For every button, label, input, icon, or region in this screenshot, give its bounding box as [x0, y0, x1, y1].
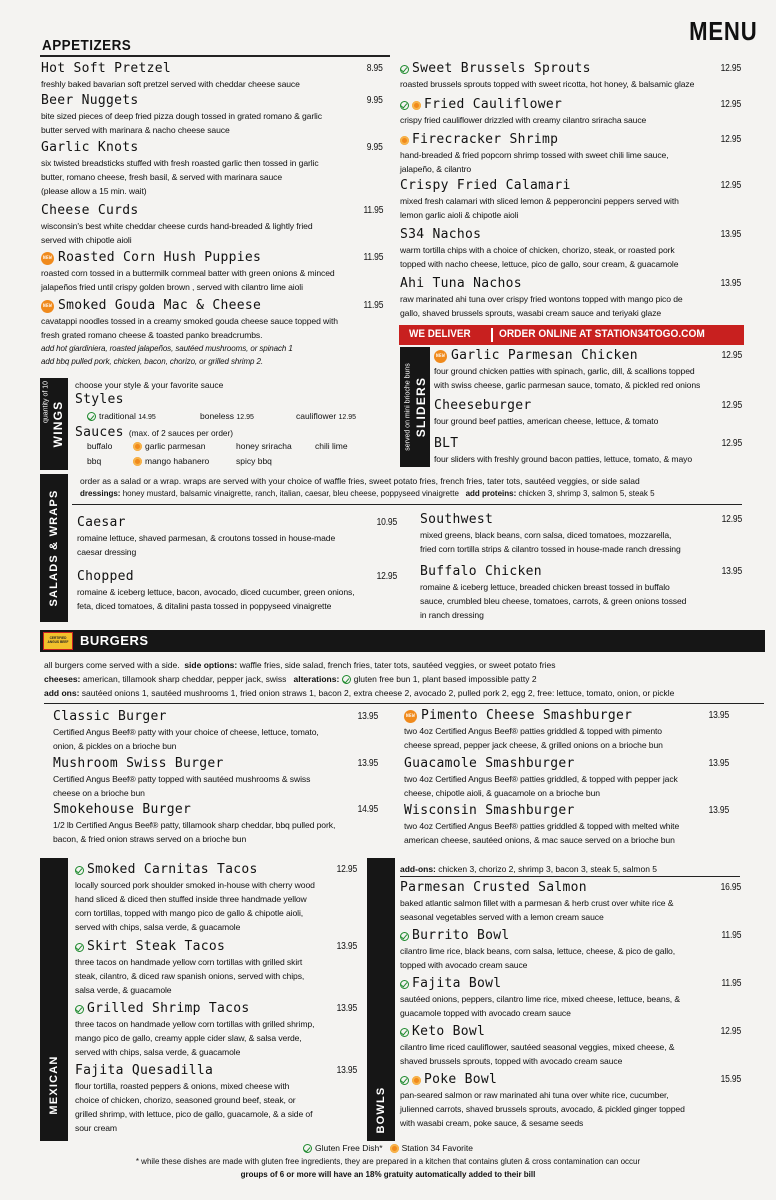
item-price: 13.95 [720, 229, 741, 240]
item-desc: wisconsin's best white cheddar cheese curds hand-breaded & lightly fried [41, 221, 313, 231]
item-name: BLT [434, 436, 459, 451]
item-price: 16.95 [720, 882, 741, 893]
burgers-rule [44, 703, 764, 704]
item-name: Crispy Fried Calamari [400, 178, 571, 193]
style-name: traditional [99, 411, 136, 421]
item-name: Burrito Bowl [412, 928, 510, 943]
item-name: Fried Cauliflower [424, 97, 563, 112]
item-desc: roasted corn tossed in a buttermilk cornmeal batter with green onions & minced [41, 268, 335, 278]
mexican-item [75, 1001, 357, 1059]
item-desc: four ground chicken patties with spinach, garlic, dill, & scallions topped [434, 366, 695, 376]
item-desc: cavatappi noodles tossed in a creamy smoked gouda cheese sauce topped with [41, 316, 338, 326]
item-desc: sautéed onions, peppers, cilantro lime rice, mixed cheese, lettuce, beans, & [400, 994, 680, 1004]
legend-fav: Station 34 Favorite [401, 1143, 473, 1153]
item-name: Garlic Parmesan Chicken [451, 348, 638, 363]
item-desc: 1/2 lb Certified Angus Beef® patty, tillamook sharp cheddar, bbq pulled pork, [53, 820, 336, 830]
burger-item [53, 709, 378, 753]
item-desc: sauce, crumbled bleu cheese, tomatoes, carrots, & green onions tossed [420, 596, 687, 606]
item-price: 13.95 [357, 758, 378, 769]
bowls-bar [367, 858, 395, 1141]
item-price: 12.95 [720, 180, 741, 191]
item-desc: roasted brussels sprouts topped with sweet ricotta, hot honey, & balsamic glaze [400, 79, 695, 89]
sauce-name: mango habanero [145, 456, 210, 466]
salad-item [420, 512, 742, 556]
burger-item [53, 802, 378, 846]
favorite-icon [390, 1144, 399, 1153]
wings-label: WINGS [51, 400, 65, 448]
mexican-item [75, 862, 357, 934]
item-desc: hand sliced & diced then stuffed inside three handmade yellow [75, 894, 307, 904]
item-name: Pimento Cheese Smashburger [421, 708, 633, 723]
wings-bar [40, 378, 68, 470]
item-price: 13.95 [720, 278, 741, 289]
new-badge-icon: NEW [404, 710, 417, 723]
item-desc: Certified Angus Beef® patty with your choice of cheese, lettuce, tomato, [53, 727, 319, 737]
item-name: Skirt Steak Tacos [87, 939, 226, 954]
item-price: 12.95 [721, 514, 742, 525]
legend-gf: Gluten Free Dish* [314, 1143, 383, 1153]
item-desc: two 4oz Certified Angus Beef® patties griddled & topped with pimento [404, 726, 662, 736]
salads-dressings [80, 489, 655, 498]
app-item [41, 298, 383, 368]
item-desc: cheese, chipotle aioli, & guacamole on a brioche bun [404, 788, 600, 798]
item-desc: butter served with marinara & nacho cheese sauce [41, 125, 230, 135]
burgers-title: BURGERS [80, 633, 149, 648]
gluten-free-icon [400, 101, 409, 110]
item-desc: onion, & pickles on a brioche bun [53, 741, 177, 751]
bowls-label: BOWLS [375, 1086, 387, 1133]
item-price: 12.95 [721, 400, 742, 411]
gluten-free-icon [400, 980, 409, 989]
gluten-free-icon [303, 1144, 312, 1153]
app-item [400, 178, 741, 222]
burger-item [404, 803, 729, 847]
bowls-rule [400, 876, 740, 877]
sauce: honey sriracha [236, 441, 292, 451]
gluten-free-icon [400, 1028, 409, 1037]
item-name: Poke Bowl [424, 1072, 498, 1087]
sauce: chili lime [315, 441, 348, 451]
item-name: Fajita Quesadilla [75, 1063, 214, 1078]
wings-intro: choose your style & your favorite sauce [75, 380, 224, 390]
gluten-free-icon [342, 675, 351, 684]
item-price: 12.95 [721, 350, 742, 361]
app-item [41, 203, 383, 247]
item-desc: caesar dressing [77, 547, 137, 557]
item-name: Caesar [77, 515, 126, 530]
item-desc: cheese on a brioche bun [53, 788, 145, 798]
angus-logo [43, 632, 73, 650]
item-desc: cilantro lime rice, black beans, corn salsa, lettuce, cheese, & pico de gallo, [400, 946, 675, 956]
item-desc: romaine & iceberg lettuce, breaded chicken breast tossed in buffalo [420, 582, 670, 592]
appetizers-rule [40, 55, 390, 57]
slider-item [434, 348, 742, 392]
item-name: Wisconsin Smashburger [404, 803, 575, 818]
item-price: 12.95 [720, 99, 741, 110]
item-desc: corn tortillas, topped with mango pico de gallo & chipotle aioli, [75, 908, 304, 918]
style-price: 12.95 [236, 414, 254, 421]
item-desc: Certified Angus Beef® patty topped with sautéed mushrooms & swiss [53, 774, 311, 784]
favorite-icon [400, 136, 409, 145]
item-price: 12.95 [376, 571, 397, 582]
item-price: 13.95 [708, 710, 729, 721]
sauce: bbq [87, 456, 102, 466]
item-name: Classic Burger [53, 709, 167, 724]
item-desc: served with chips, salsa verde, & guacamole [75, 1047, 241, 1057]
item-name: Mushroom Swiss Burger [53, 756, 224, 771]
item-price: 11.95 [363, 252, 383, 263]
item-desc: four ground beef patties, american cheese, lettuce, & tomato [434, 416, 659, 426]
item-desc: with wasabi cream, poke sauce, & sesame seeds [400, 1118, 584, 1128]
item-price: 12.95 [720, 1026, 741, 1037]
new-badge-icon: NEW [41, 252, 54, 265]
mac-addon: add hot giardiniera, roasted jalapeños, sautéed mushrooms, or spinach 1 [41, 344, 293, 353]
item-name: Smoked Gouda Mac & Cheese [58, 298, 262, 313]
item-price: 9.95 [367, 95, 383, 106]
sauce: spicy bbq [236, 456, 272, 466]
item-desc: served with chipotle aioli [41, 235, 132, 245]
item-desc: fresh grated romano cheese & toasted panko breadcrumbs. [41, 330, 263, 340]
salads-rule [72, 504, 742, 505]
item-name: Cheeseburger [434, 398, 532, 413]
item-price: 11.95 [363, 205, 383, 216]
app-item [41, 93, 383, 137]
bowl-item [400, 976, 741, 1020]
bowls-addons-text: chicken 3, chorizo 2, shrimp 3, bacon 3, steak 5, salmon 5 [438, 864, 658, 874]
order-online-link[interactable]: ORDER ONLINE AT STATION34TOGO.COM [499, 328, 705, 340]
styles-title: Styles [75, 392, 124, 407]
burgers-intro [44, 660, 556, 670]
sauce [133, 441, 205, 451]
item-name: Garlic Knots [41, 140, 139, 155]
item-price: 12.95 [336, 864, 357, 875]
item-desc: served with chips, salsa verde, & guacamole [75, 922, 241, 932]
item-name: Chopped [77, 569, 134, 584]
sauces-note: (max. of 2 sauces per order) [128, 428, 234, 438]
item-desc: flour tortilla, roasted peppers & onions, mixed cheese with [75, 1081, 290, 1091]
item-desc: romaine & iceberg lettuce, bacon, avocado, diced cucumber, green onions, [77, 587, 355, 597]
style-price: 14.95 [138, 414, 156, 421]
salad-item [420, 564, 742, 622]
item-price: 13.95 [708, 805, 729, 816]
favorite-icon [133, 442, 142, 451]
favorite-icon [133, 457, 142, 466]
app-item [400, 97, 741, 127]
app-item [41, 250, 383, 294]
sauce: buffalo [87, 441, 113, 451]
salads-intro: order as a salad or a wrap. wraps are served with your choice of waffle fries, sweet potato fries, french fries, tater tots, sautéed veggies, or side salad [80, 476, 640, 486]
bowls-addons [400, 864, 657, 874]
style-price: 12.95 [338, 414, 357, 421]
item-desc: (please allow a 15 min. wait) [41, 186, 147, 196]
favorite-icon [412, 101, 421, 110]
item-desc: topped with avocado cream sauce [400, 960, 528, 970]
banner-divider [491, 328, 493, 342]
item-desc: bite sized pieces of deep fried pizza dough tossed in grated romano & garlic [41, 111, 322, 121]
new-badge-icon: NEW [434, 350, 447, 363]
item-desc: mango pico de gallo, creamy apple cider slaw, & salsa verde, [75, 1033, 302, 1043]
item-desc: jalapeños fried until crispy golden brown , served with cilantro lime aioli [41, 282, 303, 292]
item-desc: warm tortilla chips with a choice of chicken, chorizo, steak, or roasted pork [400, 245, 675, 255]
gluten-free-icon [75, 943, 84, 952]
item-desc: jalapeño, & cilantro [400, 164, 472, 174]
item-desc: four sliders with freshly ground bacon patties, lettuce, tomato, & mayo [434, 454, 693, 464]
dressings-label: dressings: [80, 489, 121, 498]
style-name: cauliflower [296, 411, 337, 421]
item-desc: shaved brussels sprouts, topped with avocado cream sauce [400, 1056, 623, 1066]
item-desc: three tacos on handmade yellow corn tortillas with grilled skirt [75, 957, 303, 967]
item-desc: sour cream [75, 1123, 117, 1133]
proteins-label: add proteins: [465, 489, 517, 498]
favorite-icon [412, 1076, 421, 1085]
proteins-text: chicken 3, shrimp 3, salmon 5, steak 5 [518, 489, 655, 498]
item-name: Roasted Corn Hush Puppies [58, 250, 262, 265]
we-deliver-label: WE DELIVER [409, 328, 471, 340]
burgers-intro-text: all burgers come served with a side. [44, 660, 180, 670]
item-desc: raw marinated ahi tuna over crispy fried wontons topped with mango pico de [400, 294, 683, 304]
item-name: Ahi Tuna Nachos [400, 276, 522, 291]
app-item [41, 61, 383, 91]
item-desc: julienned carrots, shaved brussels sprouts, avocado, & pickled ginger topped [400, 1104, 685, 1114]
delivery-banner[interactable] [399, 325, 744, 345]
mexican-item [75, 1063, 357, 1135]
item-desc: salsa verde, & guacamole [75, 985, 172, 995]
salad-item [77, 569, 397, 613]
item-price: 13.95 [357, 711, 378, 722]
item-desc: three tacos on handmade yellow corn tortillas with grilled shrimp, [75, 1019, 315, 1029]
footer-note: * while these dishes are made with gluten free ingredients, they are prepared in a kitchen that contains gluten & cross contamination can occur [135, 1157, 641, 1166]
item-name: Sweet Brussels Sprouts [412, 61, 591, 76]
sliders-sub: served on mini brioche buns [404, 363, 412, 451]
item-desc: steak, cilantro, & diced raw spanish onions, served with chips, [75, 971, 305, 981]
item-name: Parmesan Crusted Salmon [400, 880, 587, 895]
item-price: 13.95 [721, 566, 742, 577]
item-desc: cilantro lime riced cauliflower, sautéed seasonal veggies, mixed cheese, & [400, 1042, 675, 1052]
item-desc: american cheese, sautéed onions, & mac sauce served on a brioche bun [404, 835, 675, 845]
app-item [41, 140, 383, 198]
logo-text: CERTIFIED ANGUS BEEF [47, 636, 69, 644]
style-name: boneless [200, 411, 235, 421]
item-price: 12.95 [720, 63, 741, 74]
sauces-title: Sauces [75, 425, 124, 440]
mexican-label: MEXICAN [48, 1054, 60, 1115]
cheeses-label: cheeses: [44, 674, 81, 684]
gluten-free-icon [400, 65, 409, 74]
item-price: 10.95 [376, 517, 397, 528]
item-name: Guacamole Smashburger [404, 756, 575, 771]
burgers-cheeses [44, 674, 537, 684]
item-desc: two 4oz Certified Angus Beef® patties griddled & topped with melted white [404, 821, 680, 831]
item-name: Cheese Curds [41, 203, 139, 218]
gluten-free-icon [87, 412, 96, 421]
item-desc: guacamole topped with avocado cream sauce [400, 1008, 571, 1018]
salads-label: SALADS & WRAPS [48, 489, 60, 607]
item-desc: baked atlantic salmon fillet with a parmesan & herb crust over white rice & [400, 898, 674, 908]
menu-title: MENU [689, 16, 758, 46]
item-price: 8.95 [367, 63, 383, 74]
item-desc: seasonal vegetables served with a lemon cream sauce [400, 912, 604, 922]
slider-item [434, 436, 742, 466]
item-name: Smokehouse Burger [53, 802, 192, 817]
side-label: side options: [184, 660, 238, 670]
new-badge-icon: NEW [41, 300, 54, 313]
wings-sub: quantity of 10 [42, 380, 50, 424]
burgers-header-bar [40, 630, 765, 652]
sliders-label: SLIDERS [414, 376, 428, 438]
alterations-label: alterations: [293, 674, 340, 684]
item-desc: with swiss cheese, garlic parmesan sauce, tomato, & pickled red onions [434, 380, 701, 390]
item-name: Fajita Bowl [412, 976, 502, 991]
addons-label: add ons: [44, 688, 80, 698]
appetizers-title: APPETIZERS [42, 37, 132, 54]
salad-item [77, 515, 397, 559]
item-desc: hand-breaded & fried popcorn shrimp tossed with sweet chili lime sauce, [400, 150, 669, 160]
gluten-free-icon [400, 932, 409, 941]
item-desc: feta, diced tomatoes, & ditalini pasta tossed in poppyseed vinaigrette [77, 601, 332, 611]
item-desc: romaine lettuce, shaved parmesan, & croutons tossed in house-made [77, 533, 336, 543]
item-price: 11.95 [363, 300, 383, 311]
burger-item [404, 708, 729, 752]
wing-style [200, 411, 254, 421]
burger-item [404, 756, 729, 800]
item-price: 14.95 [357, 804, 378, 815]
footer-gratuity: groups of 6 or more will have an 18% gratuity automatically added to their bill [240, 1170, 536, 1179]
item-desc: locally sourced pork shoulder smoked in-house with cherry wood [75, 880, 315, 890]
item-desc: bacon, & fried onion straws served on a brioche bun [53, 834, 247, 844]
bowl-item [400, 1072, 741, 1130]
app-item [400, 132, 741, 176]
gluten-free-icon [400, 1076, 409, 1085]
item-desc: two 4oz Certified Angus Beef® patties griddled, & topped with pepper jack [404, 774, 678, 784]
item-price: 12.95 [720, 134, 741, 145]
item-desc: six twisted breadsticks stuffed with fresh roasted garlic then tossed in garlic [41, 158, 319, 168]
item-name: Grilled Shrimp Tacos [87, 1001, 250, 1016]
burgers-addons [44, 688, 674, 698]
sides-text: waffle fries, side salad, french fries, tater tots, sautéed veggies, or sweet potato fries [239, 660, 556, 670]
cheeses-text: american, tillamook sharp cheddar, pepper jack, swiss [82, 674, 287, 684]
burger-item [53, 756, 378, 800]
addons-text: sautéed onions 1, sautéed mushrooms 1, fried onion straws 1, bacon 2, extra cheese 2, avocado 2, pulled pork 2, egg 2, free: lettuce, tomato, onion, or pickle [81, 688, 675, 698]
item-desc: in ranch dressing [420, 610, 484, 620]
item-desc: gallo, shaved brussels sprouts, wasabi cream sauce and teriyaki glaze [400, 308, 662, 318]
dressings-text: honey mustard, balsamic vinaigrette, ranch, italian, caesar, bleu cheese, poppyseed vinaigrette [122, 489, 459, 498]
item-desc: cheese spread, pepper jack cheese, & grilled onions on a brioche bun [404, 740, 663, 750]
app-item [400, 276, 741, 320]
item-name: Southwest [420, 512, 494, 527]
bowl-item [400, 880, 741, 924]
bowl-item [400, 928, 741, 972]
app-item [400, 61, 741, 91]
item-price: 13.95 [708, 758, 729, 769]
item-price: 13.95 [336, 1003, 357, 1014]
item-desc: lemon garlic aioli & chipotle aioli [400, 210, 519, 220]
gluten-free-icon [75, 866, 84, 875]
sauce-name: garlic parmesan [145, 441, 206, 451]
item-name: Hot Soft Pretzel [41, 61, 172, 76]
item-name: Smoked Carnitas Tacos [87, 862, 258, 877]
item-desc: mixed fresh calamari with sliced lemon & pepperoncini peppers served with [400, 196, 679, 206]
item-desc: choice of chicken, chorizo, seasoned ground beef, steak, or [75, 1095, 296, 1105]
gluten-free-icon [75, 1005, 84, 1014]
alterations-text: gluten free bun 1, plant based impossible patty 2 [353, 674, 537, 684]
mexican-bar [40, 858, 68, 1141]
wing-style [296, 411, 356, 421]
item-name: Firecracker Shrimp [412, 132, 559, 147]
sauces-header [75, 421, 233, 441]
item-desc: crispy fried cauliflower drizzled with creamy cilantro sriracha sauce [400, 115, 647, 125]
mac-addon: add bbq pulled pork, chicken, bacon, chorizo, or grilled shrimp 2. [41, 357, 263, 366]
sauce [133, 456, 209, 466]
item-price: 9.95 [367, 142, 383, 153]
item-name: Beer Nuggets [41, 93, 139, 108]
salads-bar [40, 474, 68, 622]
item-desc: mixed greens, black beans, corn salsa, diced tomatoes, mozzarella, [420, 530, 672, 540]
app-item [400, 227, 741, 271]
item-desc: topped with nacho cheese, lettuce, pico de gallo, sour cream, & guacamole [400, 259, 679, 269]
item-desc: freshly baked bavarian soft pretzel served with cheddar cheese sauce [41, 79, 300, 89]
item-name: Keto Bowl [412, 1024, 486, 1039]
bowl-item [400, 1024, 741, 1068]
item-price: 15.95 [720, 1074, 741, 1085]
item-price: 11.95 [721, 978, 741, 989]
item-price: 12.95 [721, 438, 742, 449]
bowls-addons-label: add-ons: [400, 864, 436, 874]
footer-legend [0, 1143, 776, 1153]
item-desc: fried corn tortilla strips & cilantro tossed in house-made ranch dressing [420, 544, 681, 554]
item-desc: pan-seared salmon or raw marinated ahi tuna over white rice, cucumber, [400, 1090, 669, 1100]
item-name: S34 Nachos [400, 227, 482, 242]
item-desc: grilled shrimp, with lettuce, pico de gallo, guacamole, & a side of [75, 1109, 313, 1119]
item-price: 13.95 [336, 1065, 357, 1076]
wing-style [87, 411, 156, 421]
item-name: Buffalo Chicken [420, 564, 542, 579]
mexican-item [75, 939, 357, 997]
item-price: 13.95 [336, 941, 357, 952]
item-price: 11.95 [721, 930, 741, 941]
item-desc: butter, romano cheese, fresh basil, & served with marinara sauce [41, 172, 283, 182]
